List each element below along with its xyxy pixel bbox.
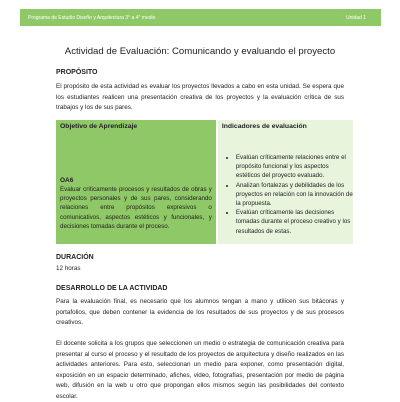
- indicator-item: • Evalúan críticamente relaciones entre el propósito funcional y los aspectos estéticos del proyecto evaluado.: [236, 153, 353, 181]
- development-heading: DESARROLLO DE LA ACTIVIDAD: [56, 285, 168, 292]
- unit-label: Unidad 1: [345, 15, 366, 21]
- program-name: Programa de Estudio Diseño y Arquitectura 3° a 4° medio: [28, 15, 156, 21]
- objectives-table: [56, 120, 353, 244]
- indicator-item: • Evalúan críticamente las decisiones tomadas durante el proceso creativo y los resultados de estas.: [236, 208, 353, 236]
- indicators-header-cell: [217, 120, 353, 133]
- objective-header-cell: [56, 120, 217, 133]
- purpose-text: El propósito de esta actividad es evaluar los proyectos llevados a cabo en esta unidad. Se espera que los estudiantes realicen una presentación creativa de los proyectos y la evaluación crítica de sus trabajos y los de sus pares.: [56, 83, 344, 111]
- indicators-list: [218, 153, 353, 236]
- development-paragraph-1: Para la evaluación final, es necesario que los alumnos tengan a mano y utilicen sus bitácoras y portafolios, que deben contener la evidencia de los resultados de sus proyectos y de sus procesos creativos.: [56, 298, 344, 326]
- indicators-cell: [217, 133, 353, 244]
- objective-cell: [56, 133, 217, 244]
- indicators-header: Indicadores de evaluación: [221, 123, 307, 130]
- purpose-heading: PROPÓSITO: [56, 69, 98, 76]
- objective-header: Objetivo de Aprendizaje: [60, 123, 138, 130]
- header-bar: [20, 9, 381, 26]
- duration-value: 12 horas: [56, 265, 81, 272]
- duration-heading: DURACIÓN: [56, 254, 94, 261]
- oa-code: OA6: [60, 177, 74, 184]
- development-paragraph-2: El docente solicita a los grupos que seleccionen un medio o estrategia de comunicación creativa para presentar al curso el proceso y el resultado de los proyectos de arquitectura y diseño realizados en las actividades anteriores. Para esto, seleccionan un medio para exponer, como presentación digital, exposición en un espacio determinado, afiches, video, fotografías, presentación por medio de página web, difusión en la web u otro que propongan ellos mismos según las posibilidades del contexto escolar.: [56, 340, 344, 400]
- indicator-item: • Analizan fortalezas y debilidades de los proyectos en relación con la innovación de la propuesta.: [236, 181, 353, 209]
- oa-text: Evaluar críticamente procesos y resultados de obras y proyectos personales y de sus pares, considerando relaciones entre propósitos expresivos o comunicativos, aspectos estéticos y funcionales, y decisiones tomadas durante el proceso.: [60, 186, 212, 230]
- page-title: Actividad de Evaluación: Comunicando y evaluando el proyecto: [64, 46, 336, 57]
